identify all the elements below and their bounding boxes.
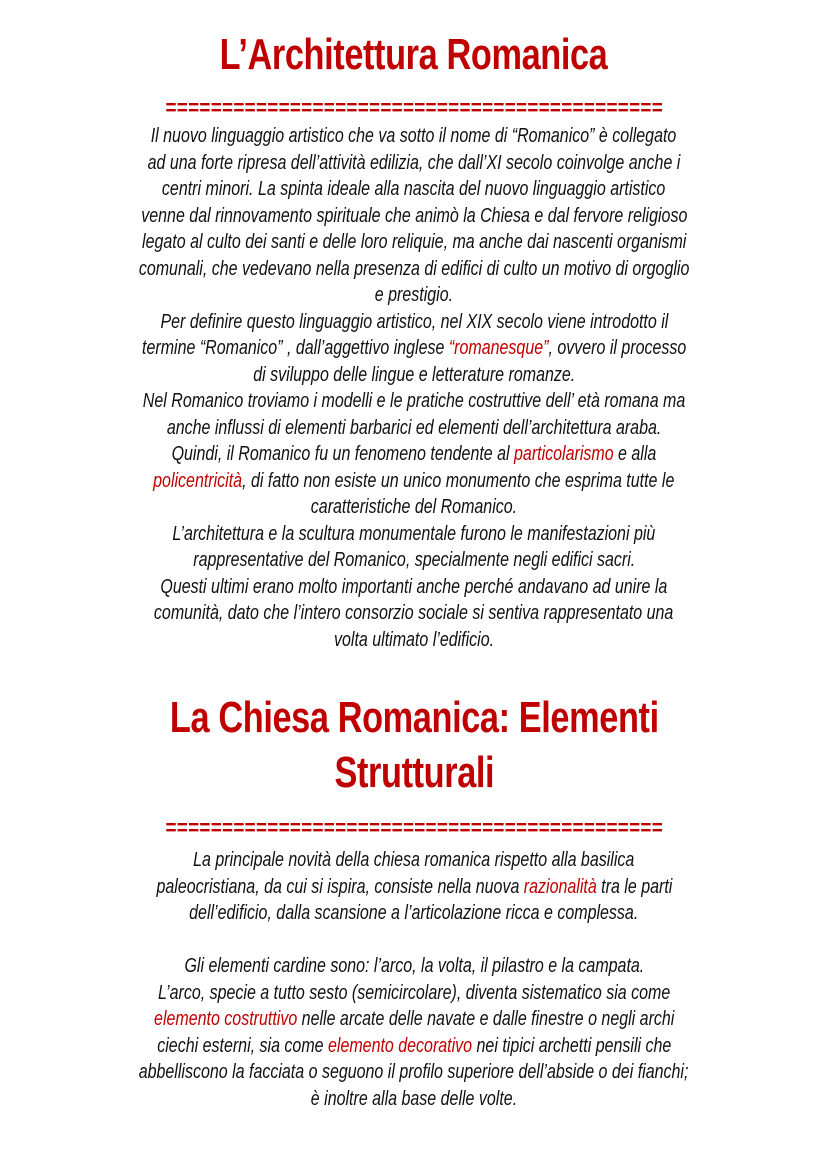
text-segment: legato al culto dei santi e delle loro reliquie, ma anche dai nascenti organismi (141, 231, 687, 253)
text-segment: paleocristiana, da cui si ispira, consiste nella nuova (156, 875, 524, 898)
text-segment: e prestigio. (374, 284, 454, 306)
text-line-inner (167, 415, 662, 442)
text-line-inner (311, 494, 517, 521)
text-segment: abbelliscono la facciata o seguono il profilo superiore dell’abside o dei fianchi; (139, 1061, 689, 1083)
text-line (0, 1059, 828, 1086)
text-line-inner (156, 874, 672, 901)
text-line-inner (193, 547, 635, 574)
text-line (0, 1086, 828, 1113)
text-line-inner (160, 309, 668, 336)
text-line-inner (143, 388, 685, 415)
text-segment: comunali, che vedevano nella presenza di edifici di culto un motivo di orgoglio (138, 257, 690, 280)
text-segment: Il nuovo linguaggio artistico che va sotto il nome di “Romanico” è collegato (151, 125, 677, 147)
title-chiesa-romanica-line1 (0, 691, 828, 745)
text-line (0, 335, 828, 362)
paragraph-architettura (0, 123, 828, 653)
text-segment: termine “Romanico” , dall’aggettivo inglese (141, 337, 449, 359)
text-segment: Questi ultimi erano molto importanti anche perché andavano ad unire la (160, 575, 668, 598)
text-line-inner (193, 847, 634, 874)
text-line-inner (139, 256, 690, 283)
text-segment: Quindi, il Romanico fu un fenomeno tendente al (171, 443, 515, 465)
title-text: Strutturali (334, 748, 494, 797)
text-line (0, 150, 828, 177)
text-line-inner (141, 203, 687, 230)
highlighted-term: “romanesque” (448, 337, 549, 359)
blank-line (0, 927, 828, 954)
text-line-inner (184, 953, 644, 980)
paragraph-elementi-strutturali (0, 847, 828, 1112)
text-line (0, 176, 828, 203)
text-line-inner (161, 574, 668, 601)
highlighted-term: policentricità (153, 469, 243, 492)
text-segment: volta ultimato l’edificio. (333, 628, 495, 651)
text-segment: centri minori. La spinta ideale alla nascita del nuovo linguaggio artistico (162, 178, 666, 200)
text-line-inner (153, 468, 674, 495)
divider-text: ============================================ (165, 95, 663, 120)
text-line (0, 415, 828, 442)
text-line-inner (157, 1033, 671, 1060)
text-line (0, 1033, 828, 1060)
text-segment: venne dal rinnovamento spirituale che animò la Chiesa e dal fervore religioso (140, 204, 688, 227)
title-text: L’Architettura Romanica (220, 30, 608, 79)
text-segment: , di fatto non esiste un unico monumento che esprima tutte le (242, 469, 675, 492)
text-segment: anche influssi di elementi barbarici ed elementi dell’architettura araba. (166, 416, 662, 439)
text-line (0, 203, 828, 230)
text-line (0, 441, 828, 468)
text-segment: tra le parti (596, 875, 672, 898)
title-text: La Chiesa Romanica: Elementi (169, 693, 659, 742)
text-segment: nei tipici archetti pensili che (471, 1034, 672, 1057)
text-segment: di sviluppo delle lingue e letterature romanze. (253, 363, 575, 386)
divider-text: ============================================ (165, 815, 663, 840)
divider-2 (0, 815, 828, 840)
text-line (0, 521, 828, 548)
text-segment: è inoltre alla base delle volte. (310, 1087, 518, 1110)
highlighted-term: razionalità (523, 875, 597, 898)
text-line-inner (375, 282, 453, 309)
text-line-inner (142, 335, 686, 362)
highlighted-term: elemento decorativo (327, 1034, 472, 1057)
text-line-inner (172, 441, 657, 468)
text-segment: L’arco, specie a tutto sesto (semicircolare), diventa sistematico sia come (157, 981, 671, 1004)
text-segment: ciechi esterni, sia come (156, 1034, 328, 1057)
text-line (0, 547, 828, 574)
title-chiesa-romanica-line2 (0, 746, 828, 800)
text-line-inner (311, 1086, 517, 1113)
text-line (0, 282, 828, 309)
highlighted-term: particolarismo (514, 443, 614, 465)
text-line-inner (158, 980, 670, 1007)
text-line (0, 229, 828, 256)
text-line-inner (334, 627, 494, 654)
text-segment: nelle arcate delle navate e dalle finestre o negli archi (297, 1008, 675, 1030)
text-line-inner (142, 229, 686, 256)
text-segment: caratteristiche del Romanico. (310, 496, 518, 518)
text-line (0, 123, 828, 150)
text-line (0, 574, 828, 601)
text-line (0, 468, 828, 495)
text-segment: comunità, dato che l’intero consorzio sociale si sentiva rappresentato una (154, 602, 674, 624)
text-line-inner (189, 900, 638, 927)
text-line-inner (173, 521, 656, 548)
text-segment: Per definire questo linguaggio artistico, nel XIX secolo viene introdotto il (160, 310, 668, 333)
text-line (0, 953, 828, 980)
text-segment: ad una forte ripresa dell’attività edilizia, che dall’XI secolo coinvolge anche i (147, 151, 681, 174)
text-line (0, 494, 828, 521)
text-line (0, 847, 828, 874)
text-line (0, 256, 828, 283)
text-line-inner (151, 123, 677, 150)
title-architettura-romanica (0, 28, 828, 82)
text-segment: dell’edificio, dalla scansione a l’articolazione ricca e complessa. (189, 902, 639, 924)
text-line-inner (154, 600, 673, 627)
text-segment: , ovvero il processo (548, 337, 687, 359)
text-segment: La principale novità della chiesa romanica rispetto alla basilica (193, 849, 635, 871)
text-line-inner (253, 362, 575, 389)
text-line-inner (162, 176, 665, 203)
text-segment: rappresentative del Romanico, specialmente negli edifici sacri. (193, 549, 635, 571)
text-segment: L’architettura e la scultura monumentale furono le manifestazioni più (172, 522, 656, 545)
text-line (0, 1006, 828, 1033)
text-line (0, 980, 828, 1007)
text-segment: e alla (613, 443, 657, 465)
text-line (0, 388, 828, 415)
text-line-inner (148, 150, 681, 177)
divider-1 (0, 95, 828, 120)
highlighted-term: elemento costruttivo (153, 1008, 298, 1030)
text-line (0, 874, 828, 901)
text-line (0, 362, 828, 389)
text-line (0, 309, 828, 336)
text-line-inner (154, 1006, 674, 1033)
text-line (0, 600, 828, 627)
text-line-inner (139, 1059, 689, 1086)
text-line (0, 627, 828, 654)
text-segment: Gli elementi cardine sono: l’arco, la volta, il pilastro e la campata. (184, 955, 644, 977)
text-segment: Nel Romanico troviamo i modelli e le pratiche costruttive dell’ età romana ma (142, 390, 686, 412)
text-line (0, 900, 828, 927)
